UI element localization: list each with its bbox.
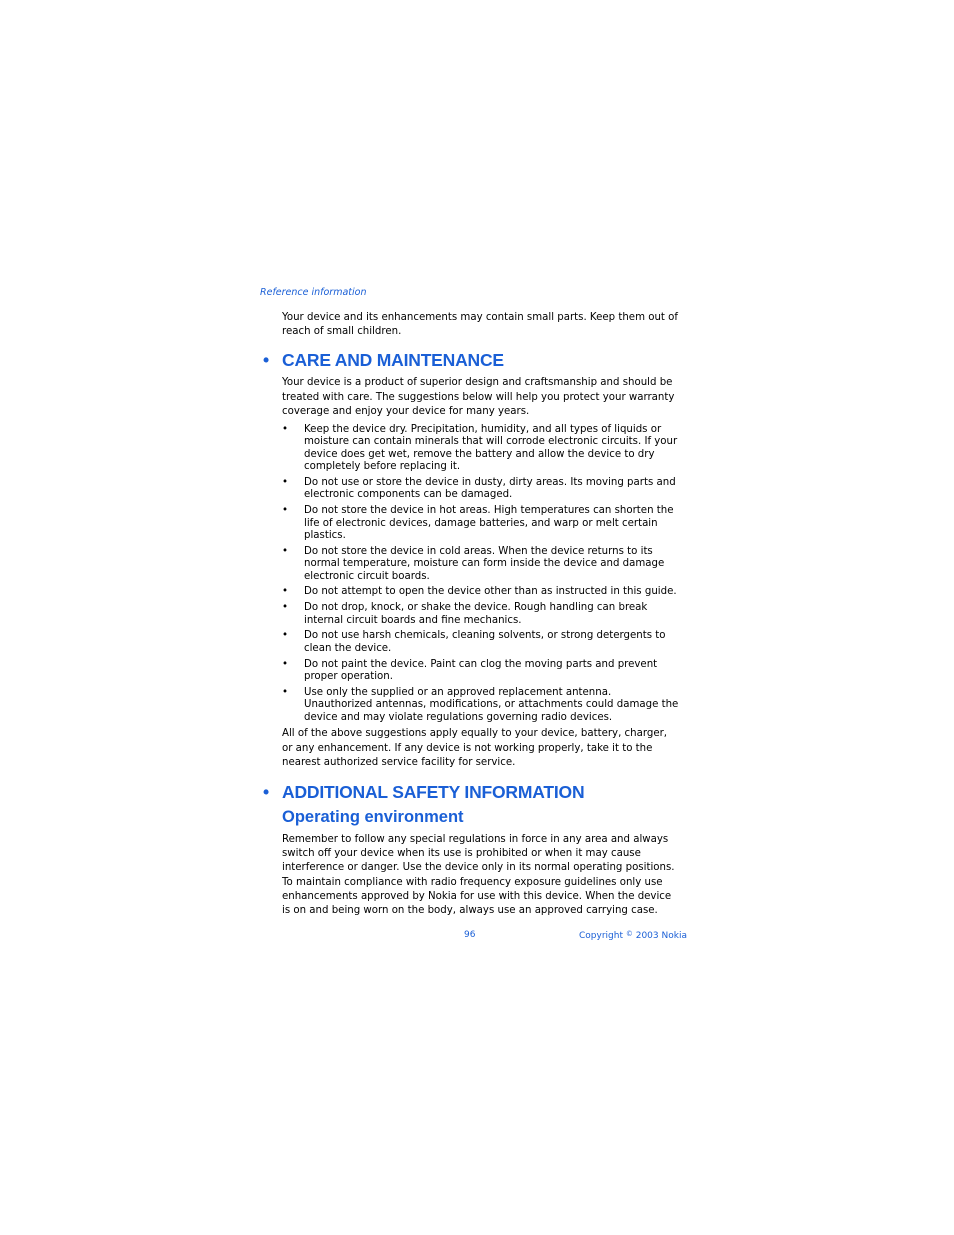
list-bullet: • [282,586,289,598]
care-heading-text: CARE AND MAINTENANCE [282,350,504,371]
list-bullet: • [282,505,289,517]
page-content [263,311,680,918]
care-list-item-text: Use only the supplied or an approved replacement antenna. Unauthorized antennas, modifications, or attachments could damage the device and may violate regulations governing radio devices. [304,686,679,723]
list-bullet: • [282,686,289,698]
copyright-symbol: © [625,930,633,938]
list-bullet: • [282,658,289,670]
care-list-item-text: Do not attempt to open the device other than as instructed in this guide. [304,586,677,598]
care-list-item [282,602,680,627]
safety-heading [263,781,680,803]
care-list-item-text: Do not paint the device. Paint can clog the moving parts and prevent proper operation. [304,658,658,683]
care-list-item-text: Do not drop, knock, or shake the device. Rough handling can break internal circuit boards and fine mechanics. [304,602,648,626]
care-list-item-text: Do not use harsh chemicals, cleaning solvents, or strong detergents to clean the device. [304,630,666,654]
care-list-item-text: Do not use or store the device in dusty, dirty areas. Its moving parts and electronic components can be damaged. [304,477,676,501]
safety-heading-bullet: • [263,782,269,803]
page-number: 96 [464,930,476,940]
intro-paragraph: Your device and its enhancements may contain small parts. Keep them out of reach of small children. [282,312,678,338]
copyright-notice [579,930,687,941]
list-bullet: • [282,477,289,489]
care-intro: Your device is a product of superior design and craftsmanship and should be treated with care. The suggestions below will help you protect your warranty coverage and enjoy your device for many years. [282,377,675,417]
list-bullet: • [282,630,289,642]
care-list-item-text: Do not store the device in cold areas. When the device returns to its normal temperature, moisture can form inside the device and damage electronic circuit boards. [304,545,665,582]
care-list-item [282,687,680,724]
care-list-item-text: Keep the device dry. Precipitation, humidity, and all types of liquids or moisture can contain minerals that will corrode electronic circuits. If your device does get wet, remove the battery and allow the device to dry completely before replacing it. [304,424,678,473]
care-list-item-text: Do not store the device in hot areas. High temperatures can shorten the life of electronic devices, damage batteries, and warp or melt certain plastics. [304,505,674,542]
safety-heading-text: ADDITIONAL SAFETY INFORMATION [282,782,585,803]
care-heading [263,349,680,371]
care-list-item [282,630,680,655]
care-closing: All of the above suggestions apply equally to your device, battery, charger, or any enhancement. If any device is not working properly, take it to the nearest authorized service facility for service. [282,728,668,768]
care-list-item [282,505,680,542]
copyright-prefix: Copyright [579,931,623,941]
running-header: Reference information [260,287,367,298]
copyright-suffix: 2003 Nokia [635,931,687,941]
operating-environment-heading: Operating environment [282,808,464,827]
list-bullet: • [282,602,289,614]
care-list-item [282,659,680,684]
operating-environment-body: Remember to follow any special regulations in force in any area and always switch off your device when its use is prohibited or when it may cause interference or danger. Use the device only in its normal operating positions. To maintain compliance with radio frequency exposure guidelines only use enhancements approved by Nokia for use with this device. When the device is on and being worn on the body, always use an approved carrying case. [282,834,675,917]
care-list-item [282,546,680,583]
list-bullet: • [282,545,289,557]
care-list-item [282,424,680,474]
care-list-item [282,586,680,598]
care-list-item [282,477,680,502]
list-bullet: • [282,424,289,436]
care-heading-bullet: • [263,350,269,371]
care-list [282,424,680,724]
